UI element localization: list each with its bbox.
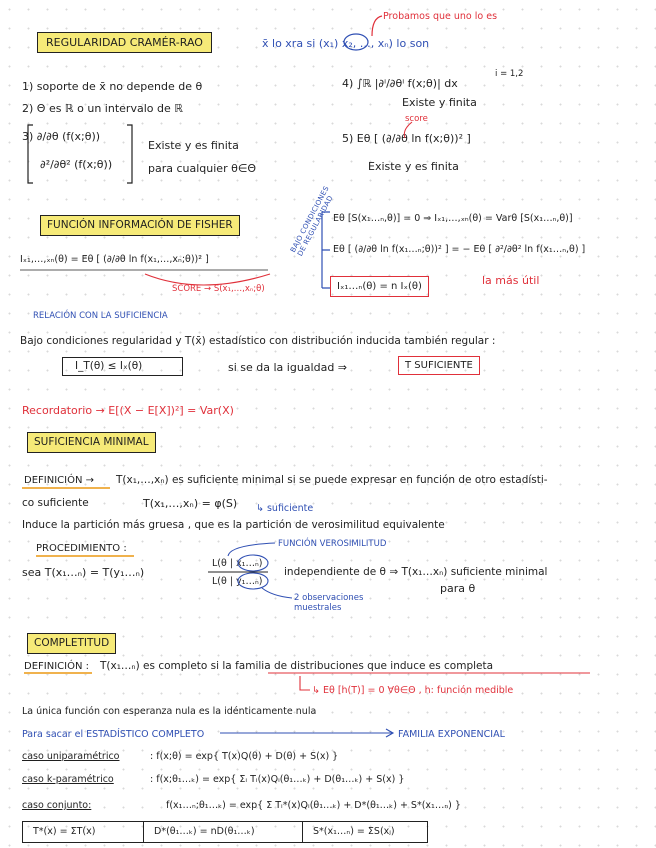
caso-uniparametrico-label: caso uniparamétrico bbox=[22, 751, 120, 762]
fisher-result-3: Iₓ₁…ₙ(θ) = n Iₓ(θ) bbox=[330, 276, 429, 297]
score-function-note: SCORE → S(x₁,…,xₙ;θ) bbox=[172, 284, 265, 294]
igualdad-text: si se da la igualdad ⇒ bbox=[228, 361, 348, 374]
table-cell-s: S*(x₁…ₙ) = ΣS(xⱼ) bbox=[313, 826, 395, 837]
mas-util-note: la más útil bbox=[482, 274, 540, 287]
independiente-text: independiente de θ ⇒ T(x₁…xₙ) suficiente minimal bbox=[284, 566, 548, 578]
fisher-title: FUNCIÓN INFORMACIÓN DE FISHER bbox=[40, 215, 240, 236]
relacion-text: Bajo condiciones regularidad y T(x̄) estadístico con distribución inducida también regular : bbox=[20, 335, 496, 347]
completitud-arrow-text: ↳ Eθ [h(T)] = 0 ∀θ∈Θ , h: función medible bbox=[312, 685, 514, 696]
regularidad-title: REGULARIDAD CRAMÉR-RAO bbox=[37, 32, 212, 53]
minimal-def-equation: T(x₁,…,xₙ) = φ(S) bbox=[143, 497, 238, 510]
condition-5: 5) Eθ [ (∂/∂θ ln f(x;θ))² ] bbox=[342, 132, 471, 145]
minimal-def-text-2: co suficiente bbox=[22, 497, 89, 509]
caso-k-parametrico-label: caso k-paramétrico bbox=[22, 774, 114, 785]
funcion-verosimilitud-note: FUNCIÓN VEROSIMILITUD bbox=[278, 539, 387, 549]
caso-conjunto-eq: f(x₁…ₙ;θ₁…ₖ) = exp{ Σ Tᵢ*(x)Qᵢ(θ₁…ₖ) + D*(θ₁…ₖ) + S*(x₁…ₙ) } bbox=[166, 800, 461, 811]
minimal-title: SUFICIENCIA MINIMAL bbox=[27, 432, 156, 453]
condition-4: 4) ∫ℝ |∂ⁱ/∂θⁱ f(x;θ)| dx bbox=[342, 77, 458, 90]
likelihood-numerator: L(θ | x₁…ₙ) bbox=[212, 558, 263, 569]
t-suficiente-box: T SUFICIENTE bbox=[398, 356, 480, 375]
recordatorio: Recordatorio → E[(X − E[X])²] = Var(X) bbox=[22, 404, 234, 417]
fisher-result-1: Eθ [S(x₁…ₙ,θ)] = 0 ⇒ Iₓ₁,…,ₓₙ(θ) = Varθ [S(x₁…ₙ,θ)] bbox=[333, 213, 573, 224]
condition-3-second-derivative: ∂²/∂θ² (f(x;θ)) bbox=[40, 158, 113, 171]
condition-3-first-derivative: 3) ∂/∂θ (f(x;θ)) bbox=[22, 130, 101, 143]
probamos-note: Probamos que uno lo es bbox=[383, 11, 498, 22]
caso-conjunto-label: caso conjunto: bbox=[22, 800, 92, 811]
table-cell-t: T*(x) = ΣT(x) bbox=[23, 822, 144, 842]
condition-1: 1) soporte de x̄ no depende de θ bbox=[22, 80, 203, 93]
suficiente-note: ↳ suficiente bbox=[256, 503, 314, 514]
likelihood-denominator: L(θ | y₁…ₙ) bbox=[212, 576, 263, 587]
x-vector-note: x̄ lo xra si (x₁) x₂, …, xₙ) lo son bbox=[262, 37, 430, 50]
completitud-def-text: T(x₁…ₙ) es completo si la familia de distribuciones que induce es completa bbox=[100, 660, 494, 672]
unica-funcion-text: La única función con esperanza nula es la idénticamente nula bbox=[22, 706, 317, 717]
fisher-inequality: I_T(θ) ≤ Iₓ(θ) bbox=[62, 357, 183, 376]
condition-4-index: i = 1,2 bbox=[495, 69, 524, 79]
caso-k-parametrico-eq: : f(x;θ₁…ₖ) = exp{ Σᵢ Tᵢ(x)Qᵢ(θ₁…ₖ) + D(θ₁…ₖ) + S(x) } bbox=[150, 774, 405, 785]
para-theta: para θ bbox=[440, 582, 476, 595]
completitud-title: COMPLETITUD bbox=[27, 633, 116, 654]
table-cell-d: D*(θ₁…ₖ) = nD(θ₁…ₖ) bbox=[144, 822, 303, 842]
relacion-title: RELACIÓN CON LA SUFICIENCIA bbox=[33, 311, 168, 321]
procedimiento-label: PROCEDIMIENTO : bbox=[36, 543, 127, 554]
para-sacar-text: Para sacar el ESTADÍSTICO COMPLETO bbox=[22, 729, 205, 740]
condition-4-text: Existe y finita bbox=[402, 96, 477, 109]
minimal-def-text: T(x₁,…,xₙ) es suficiente minimal si se puede expresar en función de otro estadísti- bbox=[116, 474, 548, 486]
fisher-definition: Iₓ₁,…,ₓₙ(θ) = Eθ [ (∂/∂θ ln f(x₁,…,xₙ;θ))² ] bbox=[20, 254, 209, 265]
completitud-def-label: DEFINICIÓN : bbox=[24, 661, 89, 672]
observaciones-note: 2 observaciones muestrales bbox=[294, 593, 364, 613]
bajo-condiciones-label: BAJO CONDICIONES DE REGULARIDAD bbox=[289, 184, 335, 258]
familia-exponencial: FAMILIA EXPONENCIAL bbox=[398, 729, 505, 740]
summary-table bbox=[22, 821, 428, 843]
induce-text: Induce la partición más gruesa , que es la partición de verosimilitud equivalente bbox=[22, 519, 445, 531]
condition-3-existe: Existe y es finita bbox=[148, 139, 239, 152]
score-label: score bbox=[405, 114, 428, 124]
caso-uniparametrico-eq: : f(x;θ) = exp{ T(x)Q(θ) + D(θ) + S(x) } bbox=[150, 751, 339, 762]
fisher-result-2: Eθ [ (∂/∂θ ln f(x₁…ₙ;θ))² ] = − Eθ [ ∂²/∂θ² ln f(x₁…ₙ,θ) ] bbox=[333, 244, 586, 255]
condition-2: 2) Θ es ℝ o un intervalo de ℝ bbox=[22, 102, 183, 115]
sea-text: sea T(x₁…ₙ) = T(y₁…ₙ) bbox=[22, 566, 145, 579]
condition-5-text: Existe y es finita bbox=[368, 160, 459, 173]
minimal-def-label: DEFINICIÓN → bbox=[24, 475, 94, 486]
condition-3-para: para cualquier θ∈Θ bbox=[148, 162, 257, 175]
